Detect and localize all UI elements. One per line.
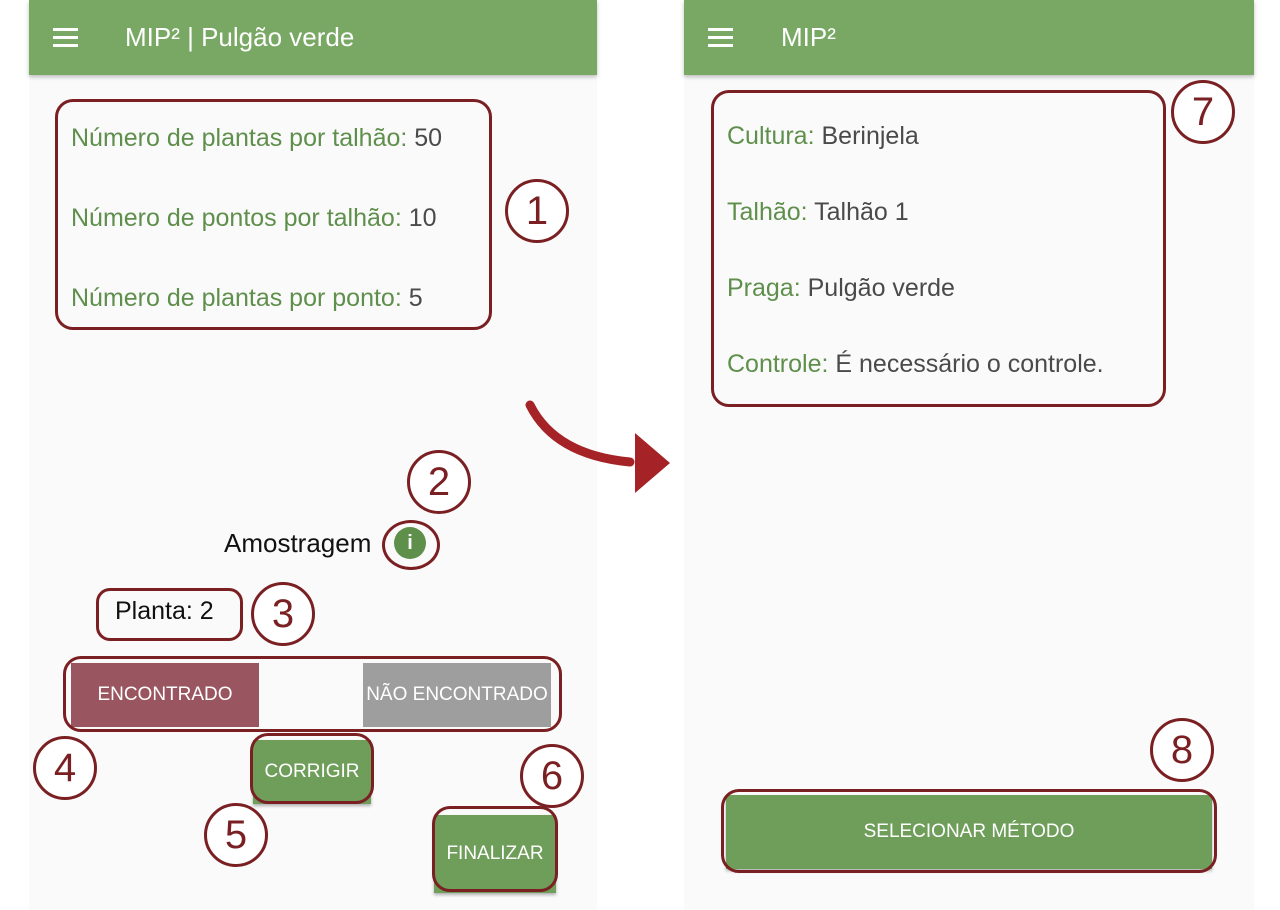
app-bar [684, 0, 1254, 75]
info-value: 5 [408, 284, 423, 312]
detail-label: Talhão: [727, 198, 808, 226]
annotation-number: 2 [407, 450, 471, 514]
select-method-button[interactable]: SELECIONAR MÉTODO [726, 795, 1212, 869]
annotation-number: 7 [1171, 80, 1235, 144]
callout-box-3 [96, 588, 243, 641]
callout-box-8 [721, 789, 1217, 873]
detail-label: Praga: [727, 274, 801, 302]
app-bar [29, 0, 597, 75]
plant-counter-value: 2 [199, 597, 214, 625]
hamburger-menu-icon[interactable] [53, 28, 78, 47]
not-found-button[interactable]: NÃO ENCONTRADO [363, 663, 551, 727]
callout-box-5 [250, 733, 374, 804]
annotation-number: 6 [520, 744, 584, 808]
sampling-label: Amostragem [224, 528, 372, 558]
info-label: Número de plantas por ponto: [71, 284, 402, 312]
app-title: MIP² [781, 22, 836, 52]
info-label: Número de plantas por talhão: [71, 124, 408, 152]
callout-box-7 [711, 90, 1166, 407]
detail-value: Pulgão verde [807, 274, 955, 302]
info-icon[interactable]: i [394, 527, 426, 559]
callout-box-4 [63, 656, 562, 732]
app-title: MIP² | Pulgão verde [125, 22, 355, 52]
info-value: 50 [414, 124, 443, 152]
hamburger-menu-icon[interactable] [708, 28, 733, 47]
detail-value: Berinjela [821, 122, 919, 150]
detail-value: É necessário o controle. [835, 350, 1104, 378]
plant-counter-label: Planta: [115, 597, 193, 625]
callout-box-1 [55, 99, 492, 330]
callout-ring-2 [382, 520, 440, 570]
detail-label: Controle: [727, 350, 829, 378]
annotation-number: 1 [505, 179, 569, 243]
annotation-number: 3 [251, 582, 315, 646]
callout-box-6 [432, 806, 558, 892]
flow-arrow-icon [525, 400, 675, 500]
annotation-number: 5 [204, 803, 268, 867]
finish-button[interactable]: FINALIZAR [434, 815, 556, 893]
info-value: 10 [408, 204, 437, 232]
detail-label: Cultura: [727, 122, 815, 150]
found-button[interactable]: ENCONTRADO [71, 663, 259, 727]
annotation-number: 4 [33, 736, 97, 800]
correct-button[interactable]: CORRIGIR [253, 740, 371, 804]
detail-value: Talhão 1 [814, 198, 909, 226]
annotation-number: 8 [1150, 718, 1214, 782]
info-label: Número de pontos por talhão: [71, 204, 402, 232]
